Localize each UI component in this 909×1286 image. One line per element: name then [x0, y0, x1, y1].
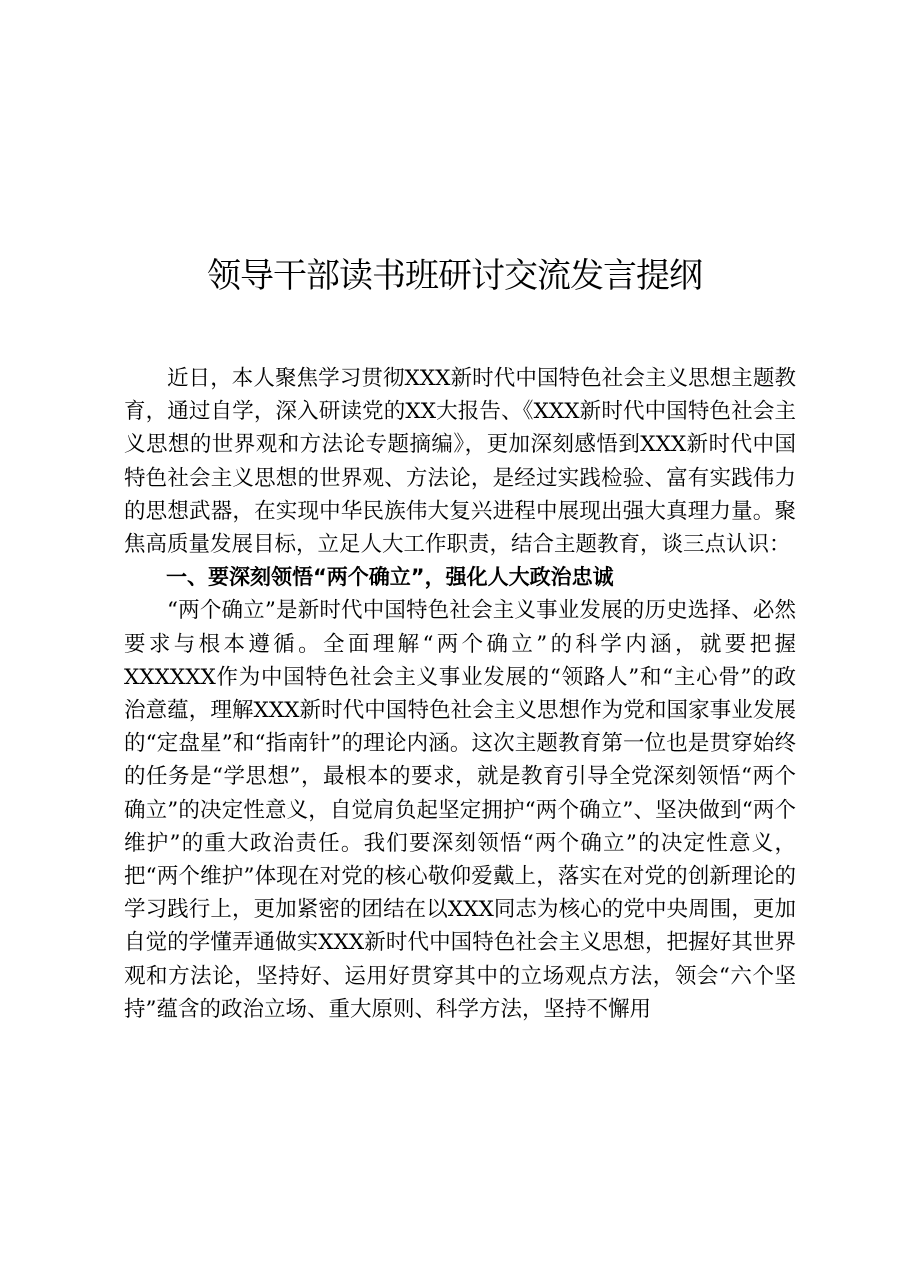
- section-1-paragraph: “两个确立”是新时代中国特色社会主义事业发展的历史选择、必然要求与根本遵循。全面理解“两个确立”的科学内涵，就要把握XXXXXX作为中国特色社会主义事业发展的“领路人”和“主心骨”的政治意蕴，理解XXX新时代中国特色社会主义思想作为党和国家事业发展的“定盘星”和“指南针”的理论内涵。这次主题教育第一位也是贯穿始终的任务是“学思想”，最根本的要求，就是教育引导全党深刻领悟“两个确立”的决定性意义，自觉肩负起坚定拥护“两个确立”、坚决做到“两个维护”的重大政治责任。我们要深刻领悟“两个确立”的决定性意义，把“两个维护”体现在对党的核心敬仰爱戴上，落实在对党的创新理论的学习践行上，更加紧密的团结在以XXX同志为核心的党中央周围，更加自觉的学懂弄通做实XXX新时代中国特色社会主义思想，把握好其世界观和方法论，坚持好、运用好贯穿其中的立场观点方法，领会“六个坚持”蕴含的政治立场、重大原则、科学方法，坚持不懈用: [124, 598, 796, 1022]
- section-heading-1: 一、要深刻领悟“两个确立”，强化人大政治忠诚: [166, 565, 614, 590]
- document-body: [124, 362, 796, 1026]
- document-title: 领导干部读书班研讨交流发言提纲: [207, 256, 702, 296]
- intro-paragraph: 近日，本人聚焦学习贯彻XXX新时代中国特色社会主义思想主题教育，通过自学，深入研读党的XX大报告、《XXX新时代中国特色社会主义思想的世界观和方法论专题摘编》，更加深刻感悟到XXX新时代中国特色社会主义思想的世界观、方法论，是经过实践检验、富有实践伟力的思想武器，在实现中华民族伟大复兴进程中展现出强大真理力量。聚焦高质量发展目标，立足人大工作职责，结合主题教育，谈三点认识：: [124, 366, 796, 558]
